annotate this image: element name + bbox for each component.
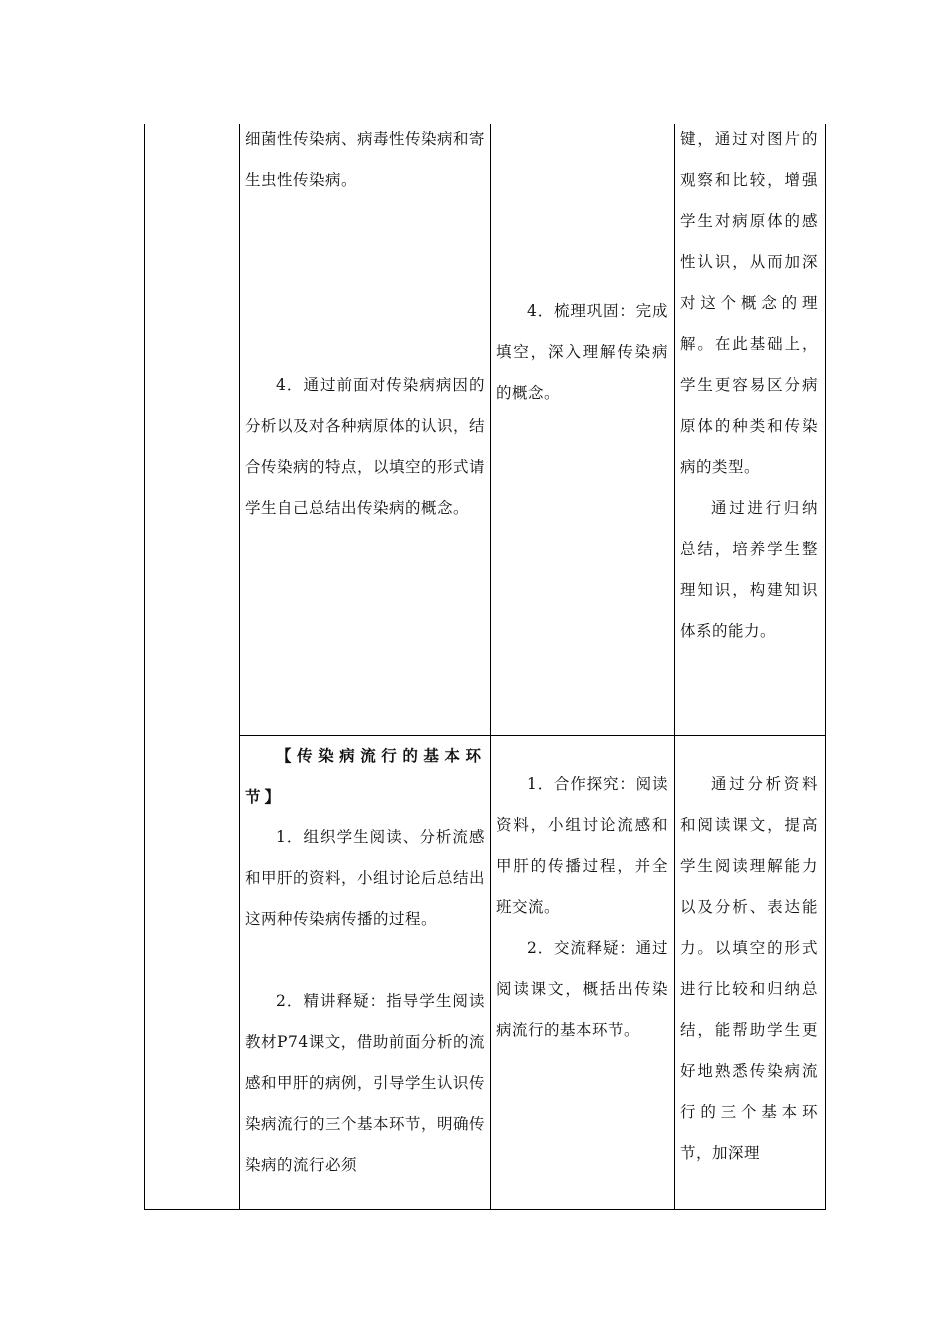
lesson-table: [144, 124, 826, 1210]
student-activity-cell: [496, 291, 668, 414]
intent-paragraph: 通过分析资料和阅读课文，提高学生阅读理解能力以及分析、表达能力。以填空的形式进行比较和归纳总结，能帮助学生更好地熟悉传染病流行的三个基本环节，加深理: [680, 775, 818, 1162]
section-heading: 【传染病流行的基本环节】: [245, 746, 485, 806]
teacher-paragraph: 2．精讲释疑：指导学生阅读教材P74课文，借助前面分析的流感和甲肝的病例，引导学生认识传染病流行的三个基本环节，明确传染病的流行必须: [245, 992, 486, 1174]
design-intent-cell: [680, 764, 818, 1174]
teacher-paragraph: 4．通过前面对传染病病因的分析以及对各种病原体的认识，结合传染病的特点，以填空的形式请学生自己总结出传染病的概念。: [245, 376, 486, 517]
student-paragraph: 4．梳理巩固：完成填空，深入理解传染病的概念。: [496, 302, 668, 402]
intent-paragraph: 通过进行归纳总结，培养学生整理知识，构建知识体系的能力。: [680, 499, 818, 640]
teacher-activity-cell: [245, 735, 485, 1186]
teacher-paragraph: 1．组织学生阅读、分析流感和甲肝的资料，小组讨论后总结出这两种传染病传播的过程。: [245, 828, 486, 928]
column-divider: [490, 124, 491, 1209]
teacher-activity-cell: [245, 119, 485, 529]
student-paragraph: 2．交流释疑：通过阅读课文，概括出传染病流行的基本环节。: [496, 939, 668, 1039]
design-intent-cell: [680, 119, 818, 652]
student-paragraph: 1．合作探究：阅读资料，小组讨论流感和甲肝的传播过程，并全班交流。: [496, 775, 668, 916]
teacher-paragraph: 细菌性传染病、病毒性传染病和寄生虫性传染病。: [245, 130, 486, 189]
column-divider: [674, 124, 675, 1209]
intent-paragraph: 键，通过对图片的观察和比较，增强学生对病原体的感性认识，从而加深对这个概念的理解。在此基础上，学生更容易区分病原体的种类和传染病的类型。: [680, 130, 818, 476]
student-activity-cell: [496, 764, 668, 1051]
column-divider: [239, 124, 240, 1209]
